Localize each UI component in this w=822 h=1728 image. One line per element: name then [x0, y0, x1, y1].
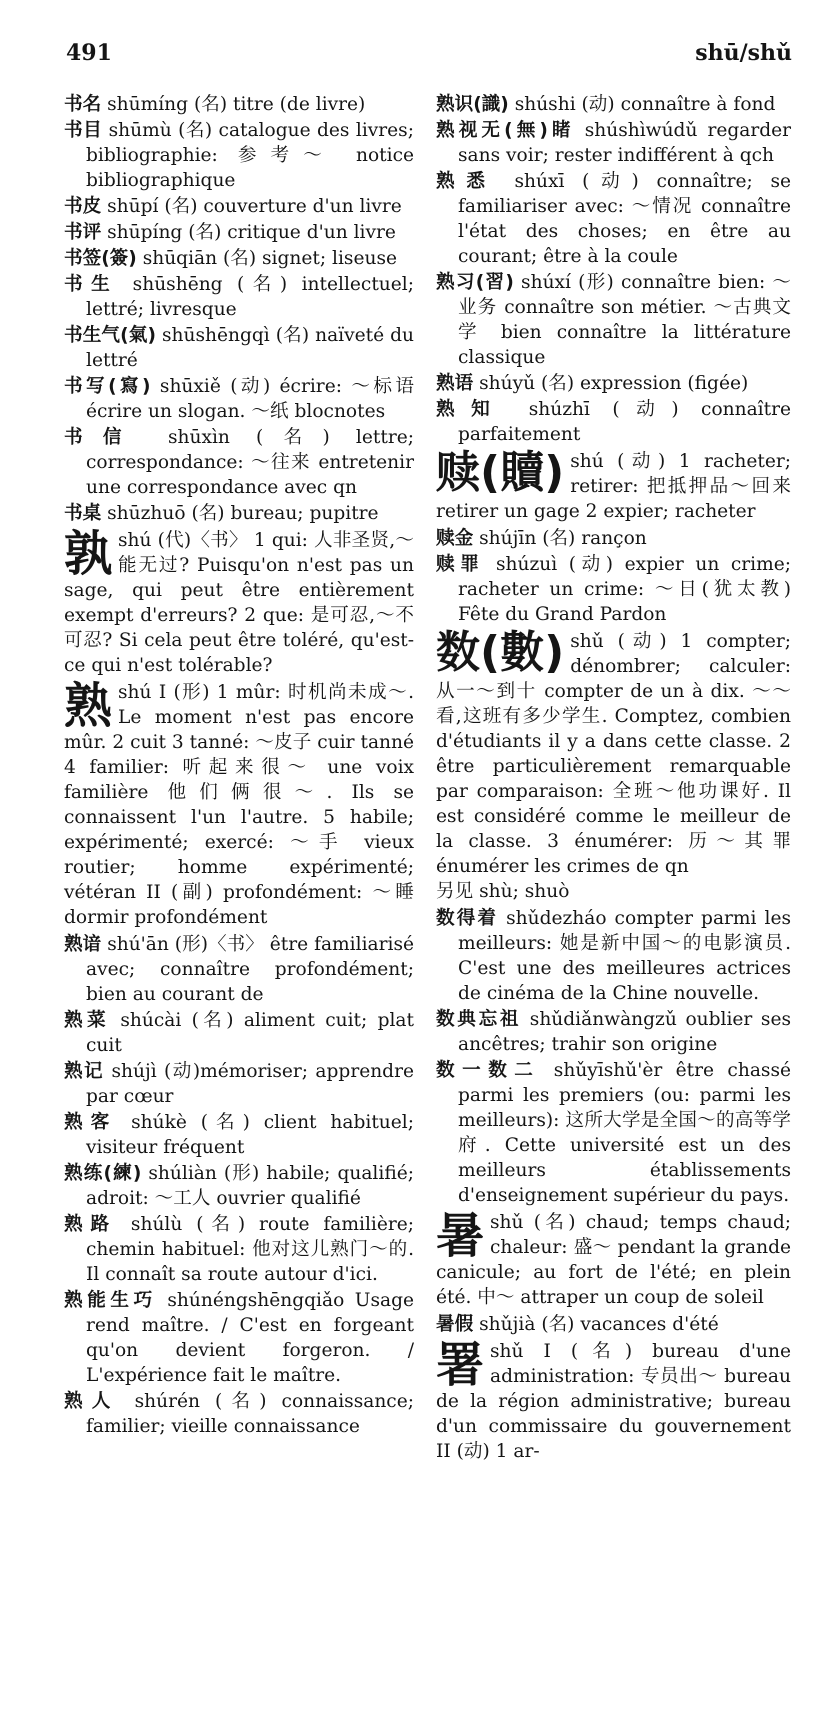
headword: 书桌: [64, 503, 102, 524]
entry: [436, 397, 791, 447]
definition: shú'ān (形)〈书〉 être familiarisé avec; connaître profondément; bien au courant de: [86, 934, 414, 1005]
headword: 书签(簽): [64, 248, 137, 269]
definition: shūmíng (名) titre (de livre): [101, 94, 366, 115]
entry: [436, 906, 791, 1006]
entry: [64, 92, 414, 117]
definition: shūshēngqì (名) naïveté du lettré: [86, 325, 414, 371]
headword: 赎金: [436, 528, 474, 549]
entry: [64, 272, 414, 322]
left-column: [64, 92, 414, 1440]
entry: [436, 526, 791, 551]
definition: shūzhuō (名) bureau; pupitre: [101, 503, 379, 524]
see-also: 另见 shù; shuò: [436, 881, 570, 902]
definition: shúshìwúdǔ regarder sans voir; rester indifférent à qch: [458, 120, 792, 166]
entry: [436, 92, 791, 117]
entry: [436, 169, 791, 269]
entry: [64, 220, 414, 245]
entry: [64, 932, 414, 1007]
headword: 赎罪: [436, 554, 485, 575]
main-definition: shú I (形) 1 mûr: 时机尚未成～. Le moment n'est pas encore mûr. 2 cuit 3 tanné: ～皮子 cuir tanné 4 familier: 听起来很～ une voix familière 他们俩很～. Ils se connaissent l'un l'autre. 5 habile; expérimenté; exercé: ～手 vieux routier; homme expérimenté; vétéran II (副) profondément: ～睡 dormir profondément: [64, 682, 414, 928]
definition: shǔjià (名) vacances d'été: [473, 1314, 719, 1335]
main-headword: 署: [436, 1337, 485, 1393]
definition: shújīn (名) rançon: [473, 528, 647, 549]
main-headword: 赎(贖): [436, 447, 565, 498]
headword: 熟视无(無)睹: [436, 120, 575, 141]
definition: shúxī (动) connaître; se familiariser avec: ～情况 connaître l'état des choses; en être au courant; être à la coule: [458, 171, 791, 267]
headword: 数一数二: [436, 1060, 541, 1081]
headword: 熟记: [64, 1061, 105, 1082]
main-definition: shú (代)〈书〉 1 qui: 人非圣贤,～能无过? Puisqu'on n'est pas un sage, qui peut être entièrement exempt d'erreurs? 2 que: 是可忍,～不可忍? Si cela peut être toléré, qu'est-ce qui n'est tolérable?: [64, 530, 414, 676]
headword: 书评: [64, 222, 102, 243]
headword: 书名: [64, 94, 102, 115]
entry: [436, 552, 791, 627]
headword: 书目: [64, 120, 103, 141]
main-entry: [64, 528, 414, 678]
entry: [436, 270, 791, 370]
headword: 熟谙: [64, 934, 102, 955]
main-entry: [436, 629, 791, 904]
headword: 书写(寫): [64, 376, 151, 397]
definition: shúshi (动) connaître à fond: [508, 94, 776, 115]
main-headword: 数(數): [436, 627, 565, 678]
main-entry: [436, 1339, 791, 1464]
entry: [436, 1007, 791, 1057]
main-entry: [436, 1210, 791, 1310]
main-entry: [64, 680, 414, 930]
right-column: [436, 92, 791, 1466]
definition: shǔyīshǔ'èr être chassé parmi les premiers (ou: parmi les meilleurs): 这所大学是全国～的高等学府. Cette université est un des meilleurs établissements d'enseignement supérieur du pays.: [458, 1060, 791, 1206]
page-number: 491: [66, 40, 112, 66]
main-definition: shú (动) 1 racheter; retirer: 把抵押品～回来 retirer un gage 2 expier; racheter: [436, 451, 791, 522]
headword: 熟人: [64, 1391, 120, 1412]
headword: 数得着: [436, 908, 499, 929]
headword: 书生: [64, 274, 119, 295]
entry: [64, 323, 414, 373]
definition: shúlù (名) route familière; chemin habituel: 他对这儿熟门～的. Il connaît sa route autour d'ici.: [86, 1214, 414, 1285]
headword: 数典忘祖: [436, 1009, 522, 1030]
entry: [64, 501, 414, 526]
headword: 书信: [64, 427, 142, 448]
entry: [64, 1389, 414, 1439]
definition: shūshēng (名) intellectuel; lettré; livresque: [86, 274, 414, 320]
main-headword: 暑: [436, 1208, 485, 1264]
entry: [436, 118, 791, 168]
headword: 暑假: [436, 1314, 474, 1335]
definition: shújì (动)mémoriser; apprendre par cœur: [86, 1061, 414, 1107]
main-definition: shǔ (名) chaud; temps chaud; chaleur: 盛～ pendant la grande canicule; au fort de l'été; en plein été. 中～ attraper un coup de soleil: [436, 1212, 791, 1308]
headword: 熟能生巧: [64, 1290, 157, 1311]
definition: shūqiān (名) signet; liseuse: [136, 248, 397, 269]
headword: 书皮: [64, 196, 102, 217]
entry: [64, 246, 414, 271]
definition: shǔdezháo compter parmi les meilleurs: 她是新中国～的电影演员. C'est une des meilleures actrices de cinéma de la Chine nouvelle.: [458, 908, 791, 1004]
definition: shúliàn (形) habile; qualifié; adroit: ～工人 ouvrier qualifié: [86, 1163, 414, 1209]
entry: [64, 1008, 414, 1058]
headword: 熟客: [64, 1112, 118, 1133]
entry: [64, 425, 414, 500]
headword: 熟识(識): [436, 94, 509, 115]
main-definition: shǔ (动) 1 compter; dénombrer; calculer: 从一～到十 compter de un à dix. ～～看,这班有多少学生. Comptez, combien d'étudiants il y a dans cette classe. 2 être particulièrement remarquable par comparaison: 全班～他功课好. Il est considéré comme le meilleur de la classe. 3 énumérer: 历～其罪 énumérer les crimes de qn: [436, 631, 791, 877]
main-entry: [436, 449, 791, 524]
entry: [64, 374, 414, 424]
definition: shūpí (名) couverture d'un livre: [101, 196, 402, 217]
headword: 熟菜: [64, 1010, 111, 1031]
definition: shúzuì (动) expier un crime; racheter un crime: ～日(犹太教) Fête du Grand Pardon: [458, 554, 791, 625]
definition: shúxí (形) connaître bien: ～业务 connaître son métier. ～古典文学 bien connaître la littérature classique: [458, 272, 791, 368]
definition: shúzhī (动) connaître parfaitement: [458, 399, 791, 445]
definition: shúcài (名) aliment cuit; plat cuit: [86, 1010, 414, 1056]
headword: 熟悉: [436, 171, 497, 192]
running-head: shū/shǔ: [695, 40, 792, 66]
entry: [64, 194, 414, 219]
entry: [436, 1312, 791, 1337]
headword: 书生气(氣): [64, 325, 156, 346]
definition: shúkè (名) client habituel; visiteur fréquent: [86, 1112, 414, 1158]
entry: [64, 1288, 414, 1388]
definition: shūxìn (名) lettre; correspondance: ～往来 entretenir une correspondance avec qn: [86, 427, 414, 498]
definition: shúnéngshēngqiǎo Usage rend maître. / C'est en forgeant qu'on devient forgeron. / L'expérience fait le maître.: [86, 1290, 414, 1386]
headword: 熟知: [436, 399, 507, 420]
entry: [64, 1059, 414, 1109]
entry: [64, 1110, 414, 1160]
definition: shúyǔ (名) expression (figée): [473, 373, 749, 394]
headword: 熟语: [436, 373, 474, 394]
definition: shūmù (名) catalogue des livres; bibliographie: 参考～ notice bibliographique: [86, 120, 414, 191]
entry: [64, 1161, 414, 1211]
headword: 熟习(習): [436, 272, 514, 293]
headword: 熟练(練): [64, 1163, 142, 1184]
definition: shúrén (名) connaissance; familier; vieille connaissance: [86, 1391, 414, 1437]
headword: 熟路: [64, 1214, 118, 1235]
entry: [436, 1058, 791, 1208]
main-headword: 孰: [64, 526, 113, 582]
entry: [64, 1212, 414, 1287]
entry: [436, 371, 791, 396]
entry: [64, 118, 414, 193]
definition: shūxiě (动) écrire: ～标语 écrire un slogan. ～纸 blocnotes: [86, 376, 414, 422]
main-definition: shǔ I (名) bureau d'une administration: 专员出～ bureau de la région administrative; bureau d'un commissaire du gouvernement II (动) 1 ar-: [436, 1341, 791, 1462]
main-headword: 熟: [64, 678, 113, 734]
definition: shǔdiǎnwàngzǔ oublier ses ancêtres; trahir son origine: [458, 1009, 791, 1055]
definition: shūpíng (名) critique d'un livre: [101, 222, 396, 243]
